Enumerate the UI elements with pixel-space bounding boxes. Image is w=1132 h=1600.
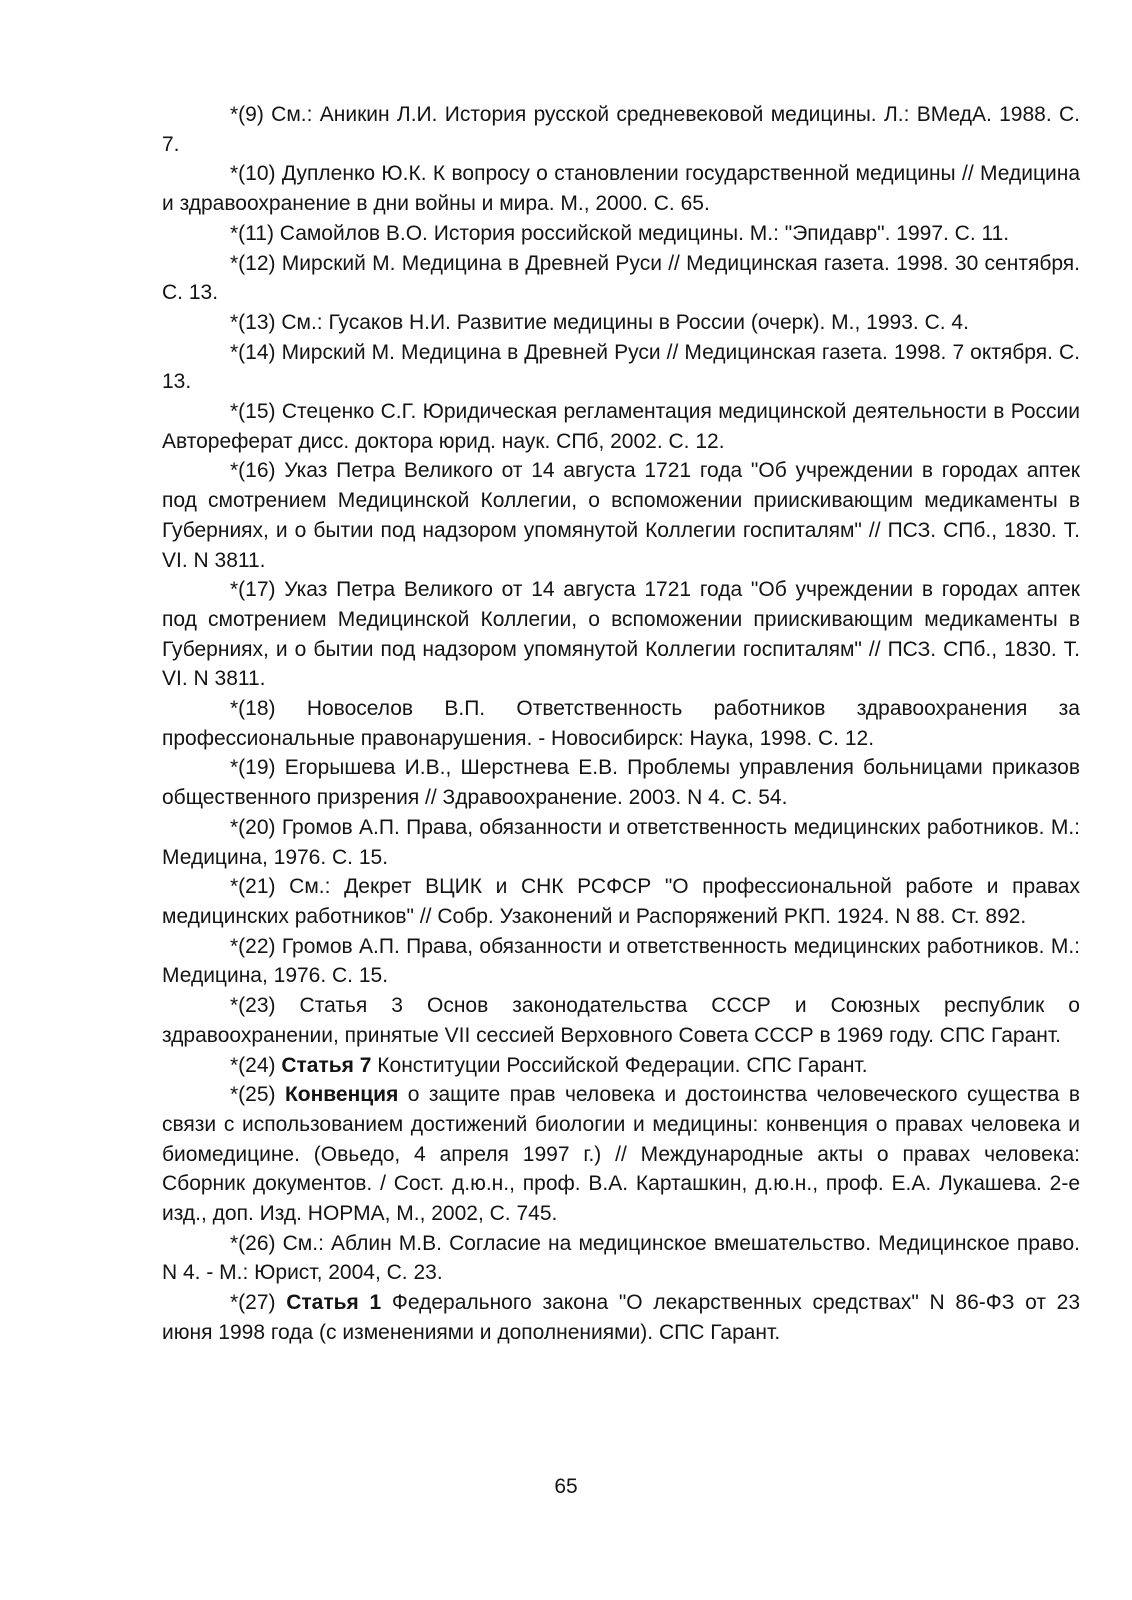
- footnote-13: *(13) См.: Гусаков Н.И. Развитие медицины в России (очерк). М., 1993. С. 4.: [230, 310, 969, 334]
- footnote-10: *(10) Дупленко Ю.К. К вопросу о становлении государственной медицины // Медицина и здравоохранение в дни войны и мира. М., 2000. С. 65.: [162, 162, 1080, 216]
- footnote-25: *(25) Конвенция о защите прав человека и достоинства человеческого существа в связи с использованием достижений биологии и медицины: конвенция о правах человека и биомедицине. (Овьедо, 4 апреля 1997 г.) // Международные акты о правах человека: Сборник документов. / Сост. д.ю.н., проф. В.А. Карташкин, д.ю.н., проф. Е.А. Лукашева. 2-е изд., доп. Изд. НОРМА, М., 2002, С. 745.: [162, 1083, 1080, 1226]
- footnote-16: *(16) Указ Петра Великого от 14 августа 1721 года "Об учреждении в городах аптек под смотрением Медицинской Коллегии, о вспоможении приискивающим медикаменты в Губерниях, и о бытии под надзором упомянутой Коллегии госпиталям" // ПСЗ. СПб., 1830. Т. VI. N 3811.: [162, 459, 1080, 572]
- footnote-21: *(21) См.: Декрет ВЦИК и СНК РСФСР "О профессиональной работе и правах медицинских работников" // Собр. Узаконений и Распоряжений РКП. 1924. N 88. Ст. 892.: [162, 875, 1080, 928]
- footnote-27: *(27) Статья 1 Федерального закона "О лекарственных средствах" N 86-ФЗ от 23 июня 1998 года (с изменениями и дополнениями). СПС Гарант.: [162, 1291, 1081, 1344]
- footnote-11: *(11) Самойлов В.О. История российской медицины. М.: "Эпидавр". 1997. С. 11.: [230, 221, 1010, 245]
- footnote-18: *(18) Новоселов В.П. Ответственность работников здравоохранения за профессиональные правонарушения. - Новосибирск: Наука, 1998. С. 12.: [162, 697, 1080, 750]
- page-number: 65: [554, 1475, 578, 1498]
- footnote-17: *(17) Указ Петра Великого от 14 августа 1721 года "Об учреждении в городах аптек под смотрением Медицинской Коллегии, о вспоможении приискивающим медикаменты в Губерниях, и о бытии под надзором упомянутой Коллегии госпиталям" // ПСЗ. СПб., 1830. Т. VI. N 3811.: [162, 578, 1080, 691]
- footnote-23: *(23) Статья 3 Основ законодательства СССР и Союзных республик о здравоохранении, принятые VII сессией Верховного Совета СССР в 1969 году. СПС Гарант.: [162, 994, 1080, 1047]
- footnote-15: *(15) Стеценко С.Г. Юридическая регламентация медицинской деятельности в России Автореферат дисс. доктора юрид. наук. СПб, 2002. С. 12.: [162, 400, 1080, 453]
- footnote-22: *(22) Громов А.П. Права, обязанности и ответственность медицинских работников. М.: Медицина, 1976. С. 15.: [162, 934, 1080, 988]
- footnote-12: *(12) Мирский М. Медицина в Древней Руси // Медицинская газета. 1998. 30 сентября. С. 13.: [162, 251, 1080, 305]
- footnotes-list: [162, 100, 1080, 1348]
- footnote-20: *(20) Громов А.П. Права, обязанности и ответственность медицинских работников. М.: Медицина, 1976. С. 15.: [162, 815, 1080, 869]
- footnote-9: *(9) См.: Аникин Л.И. История русской средневековой медицины. Л.: ВМедА. 1988. С. 7.: [162, 103, 1080, 156]
- footnote-14: *(14) Мирский М. Медицина в Древней Руси // Медицинская газета. 1998. 7 октября. С. 13.: [162, 340, 1080, 394]
- footnote-19: *(19) Егорышева И.В., Шерстнева Е.В. Проблемы управления больницами приказов общественного призрения // Здравоохранение. 2003. N 4. С. 54.: [162, 756, 1080, 810]
- footnote-24: *(24) Статья 7 Конституции Российской Федерации. СПС Гарант.: [230, 1053, 868, 1077]
- footnote-26: *(26) См.: Аблин М.В. Согласие на медицинское вмешательство. Медицинское право. N 4. - М.: Юрист, 2004, С. 23.: [162, 1231, 1080, 1285]
